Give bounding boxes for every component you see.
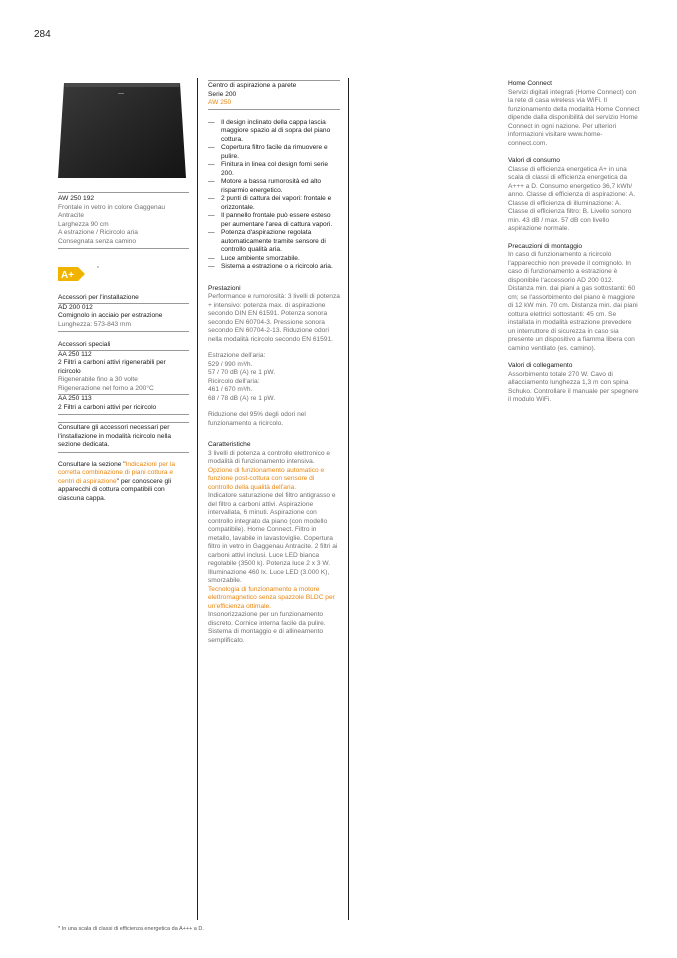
model-spec: A estrazione / Ricircolo aria (58, 229, 138, 236)
performance-title: Prestazioni (208, 284, 241, 292)
feature-item: — Motore a bassa rumorosità ed alto risparmio energetico. (208, 178, 322, 194)
mounting-text: In caso di funzionamento a ricircolo l'apparecchio non prevede il comignolo. In caso di funzionamento a estrazione è disponibile l'accessorio AD 200 012. Distanza min. dai piani a gas sottostanti: 60 cm; se l'assorbimento del piano è maggiore di 12 kW min. 70 cm. Distanza min. dai piani cottura elettrici sottostanti: 45 cm. Se installata in modalità estrazione prevedere un interruttore di sicurezza in caso sia presente un dispositivo a fiamma libera con camino ventilato (es. camino). (508, 251, 638, 352)
footnote: * In una scala di classi di efficienza energetica da A+++ a D. (58, 926, 204, 932)
cooker-hood-image (58, 83, 186, 178)
special2-desc: 2 Filtri a carboni attivi per ricircolo (58, 403, 157, 411)
product-series: Serie 200 (208, 90, 237, 98)
divider (58, 414, 189, 415)
special2-code: AA 250 113 (58, 395, 92, 402)
performance-odour: Riduzione del 95% degli odori nel funzionamento a ricircolo. (208, 411, 306, 427)
feature-item: — 2 punti di cattura dei vapori: frontale e orizzontale. (208, 195, 332, 211)
install-title: Accessori per l'installazione (58, 294, 139, 301)
special-title: Accessori speciali (58, 341, 111, 348)
special1-note: Rigenerabile fino a 30 volte (58, 376, 138, 383)
model-code: AW 250 192 (58, 195, 95, 202)
performance-text: Performance e rumorosità: 3 livelli di potenza + intensivo: potenza max. di aspirazione secondo DIN EN 61591. Potenza sonora secondo EN 60704-3. Pressione sonora secondo EN 60704-2-13. Riduzione odori nella modalità ricircolo secondo EN 61591. (208, 293, 340, 343)
energy-footnote-mark: * (97, 266, 99, 272)
see-section-link[interactable]: Indicazioni per la corretta combinazione di piani cottura e centri di aspirazione (58, 460, 176, 485)
install-code: AD 200 012 (58, 303, 93, 311)
features-text: Indicatore saturazione del filtro antigrasso e del filtro a carboni attivi. Aspirazione intervallata, 6 minuti. Aspirazione con controllo integrato da piano (con modello compatibile). Home Connect. Filtro in metallo, lavabile in lavastoviglie. Copertura filtro in vetro in Gaggenau Antracite. 2 filtri ai carboni attivi inclusi. Luce LED bianca regolabile (3500 k). Potenza luce 2 x 3 W. Illuminazione 460 lx. Luce LED (3.000 K), smorzabile. (208, 492, 338, 584)
performance-value: 68 / 78 dB (A) re 1 pW. (208, 394, 276, 402)
page-number: 284 (34, 29, 51, 40)
features-highlight: Tecnologia di funzionamento a motore elettromagnetico senza spazzole BLDC per un'efficienza ottimale. (208, 585, 335, 610)
energy-label-icon (58, 267, 86, 281)
product-title: Centro di aspirazione a parete (208, 82, 297, 89)
model-spec: Antracite (58, 212, 85, 219)
left-accessories (58, 294, 189, 503)
feature-list (208, 119, 340, 272)
performance-value: Ricircolo dell'aria: (208, 377, 260, 385)
feature-item: — Finitura in linea col design forni serie 200. (208, 161, 329, 177)
consult-text: Consultare gli accessori necessari per l'installazione in modalità ricircolo nella sezione dedicata. (58, 424, 172, 448)
performance-value: 461 / 670 m³/h. (208, 386, 253, 393)
feature-item: — Luce ambiente smorzabile. (208, 254, 300, 262)
divider (58, 248, 189, 249)
right-column (508, 80, 640, 405)
special1-note: Rigenerazione nel forno a 200°C (58, 384, 154, 392)
feature-item: — Il design inclinato della cappa lascia maggiore spazio al di sopra del piano cottura. (208, 118, 331, 143)
feature-item: — Sistema a estrazione o a ricircolo aria. (208, 263, 333, 270)
mounting-title: Precauzioni di montaggio (508, 242, 583, 250)
column-separator (197, 78, 198, 920)
consumption-text: Classe di efficienza energetica A+ in una scala di classi di efficienza energetica da A+++ a D. Consumo energetico 36,7 kWh/ anno. Classe di efficienza di aspirazione: A. Classe di efficienza di illuminazione: A. Classe di efficienza filtro: B. Livello sonoro min. 43 dB / max. 57 dB con livello aspirazione normale. (508, 165, 636, 232)
features-title: Caratteristiche (208, 441, 251, 448)
performance-value: 529 / 990 m³/h. (208, 360, 253, 368)
connection-title: Valori di collegamento (508, 362, 573, 369)
feature-item: — Potenza d'aspirazione regolata automaticamente tramite sensore di controllo qualità aria. (208, 229, 326, 253)
divider (58, 331, 189, 332)
features-text: Insonorizzazione per un funzionamento discreto. Cornice interna facile da pulire. Sistema di montaggio e di allineamento semplificato. (208, 611, 326, 644)
connection-text: Assorbimento totale 270 W. Cavo di allacciamento lunghezza 1,3 m con spina Schuko. Controllare il manuale per spegnere il modulo WiFi. (508, 370, 639, 403)
model-spec: Consegnata senza camino (58, 237, 137, 245)
divider (208, 80, 340, 81)
product-model: AW 250 (208, 99, 232, 106)
features-text: 3 livelli di potenza a controllo elettronico e modalità di funzionamento intensiva. (208, 449, 331, 465)
divider (58, 192, 189, 193)
home-connect-title: Home Connect (508, 80, 552, 87)
middle-column (208, 80, 340, 645)
left-column (58, 192, 189, 249)
home-connect-text: Servizi digitali integrati (Home Connect) con la rete di casa wireless via WiFi. Il funzionamento della modalità Home Connect dipende dalla disponibilità del servizio Home Connect in ogni nazione. Per ulteriori informazioni visitare www.home-connect.com. (508, 88, 640, 147)
special1-desc: 2 Filtri a carboni attivi rigenerabili per ricircolo (58, 359, 166, 375)
svg-text:A+: A+ (61, 270, 75, 281)
features-highlight: Opzione di funzionamento automatico e funzione post-cottura con sensore di controllo della qualità dell'aria. (208, 466, 325, 491)
divider (58, 452, 189, 453)
feature-item: — Copertura filtro facile da rimuovere e pulire. (208, 144, 328, 160)
install-length: Lunghezza: 573-843 mm (58, 320, 131, 328)
model-spec: Larghezza 90 cm (58, 220, 109, 228)
see-section-text: Consultare la sezione "Indicazioni per la corretta combinazione di piani cottura e centri di aspirazione" per conoscere gli apparecchi di cottura compatibili con ciascuna cappa. (58, 460, 176, 502)
feature-item: — Il pannello frontale può essere esteso per aumentare l'area di cattura vapori. (208, 212, 333, 228)
model-spec: Frontale in vetro in colore Gaggenau (58, 203, 166, 211)
install-desc: Comignolo in acciaio per estrazione (58, 312, 163, 319)
performance-value: Estrazione dell'aria: (208, 352, 266, 359)
special1-code: AA 250 112 (58, 350, 92, 358)
consumption-title: Valori di consumo (508, 157, 560, 164)
divider (208, 109, 340, 110)
column-separator (348, 78, 349, 920)
divider (58, 422, 189, 423)
performance-value: 57 / 70 dB (A) re 1 pW. (208, 369, 276, 376)
